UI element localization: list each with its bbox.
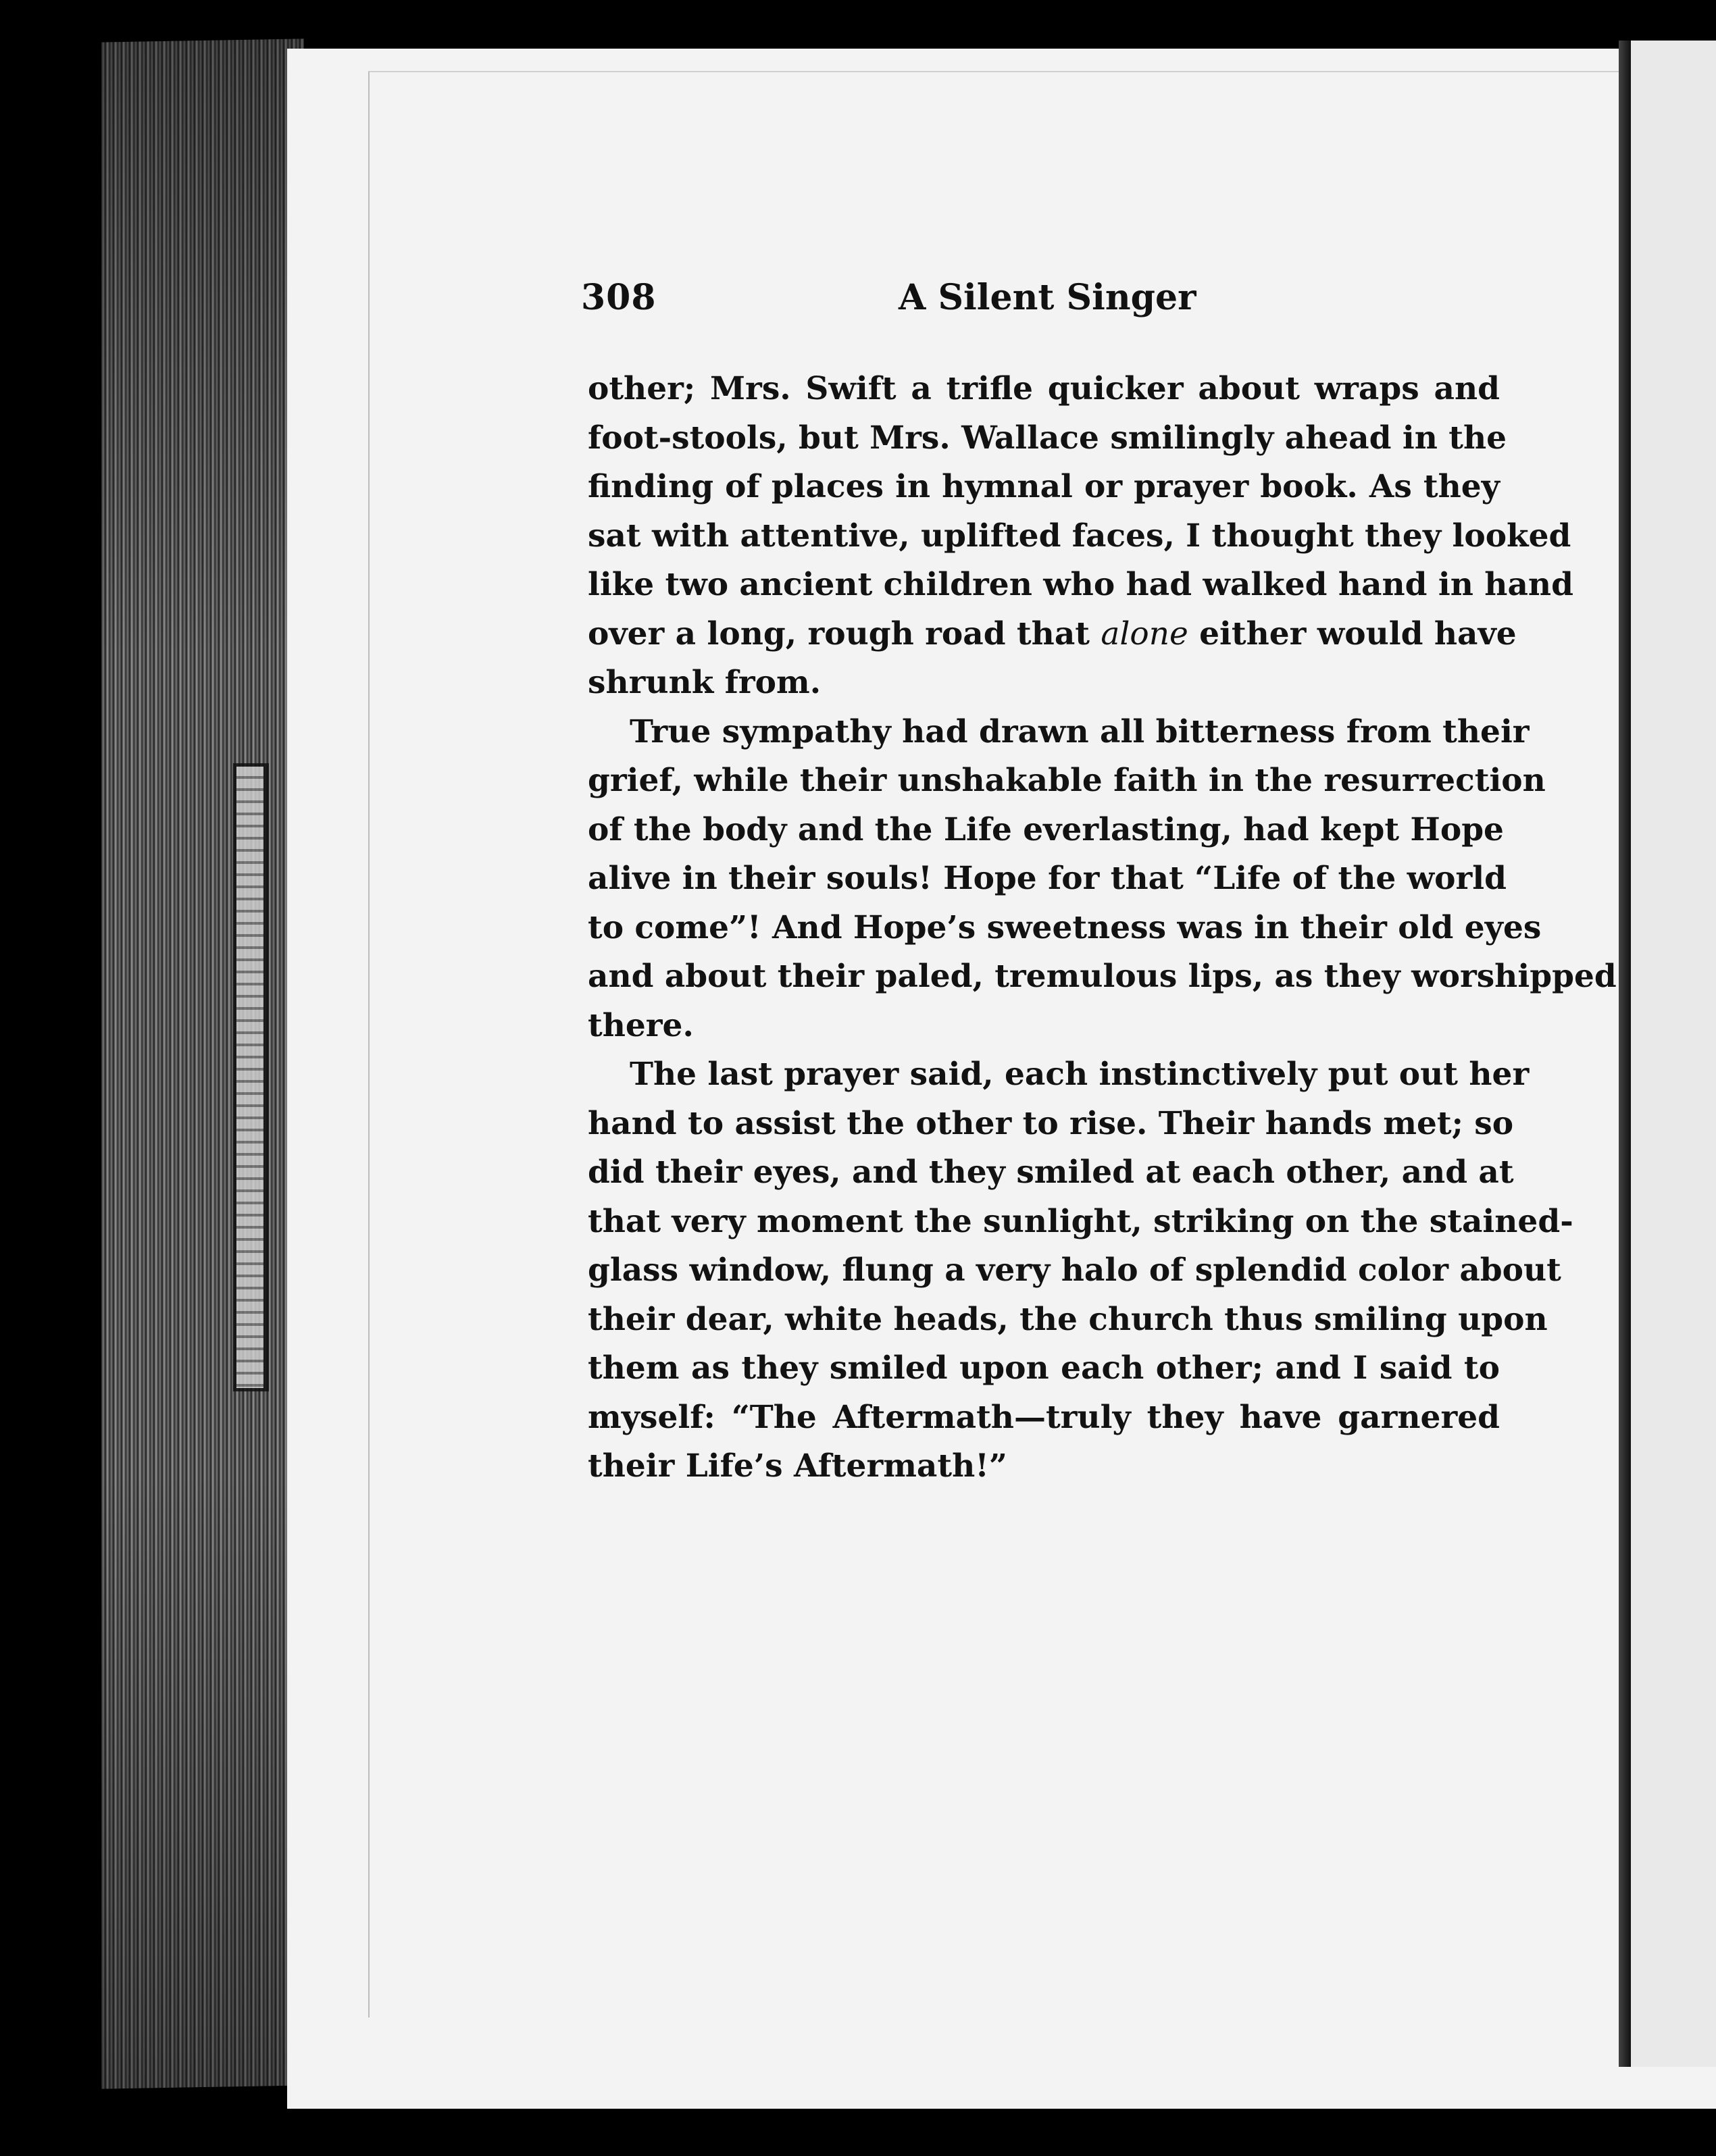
running-title: A Silent Singer <box>899 277 1196 318</box>
text-line: them as they smiled upon each other; and I said to <box>588 1350 1500 1387</box>
text-line: The last prayer said, each instinctively put out her <box>630 1056 1530 1093</box>
text-line: and about their paled, tremulous lips, as they worshipped <box>588 958 1617 995</box>
bookmark-tab <box>233 763 269 1391</box>
paragraph <box>588 365 1573 708</box>
text-line <box>588 610 1517 659</box>
facing-page-edge <box>1631 41 1716 2067</box>
italic-word: alone <box>1101 615 1188 652</box>
page-gutter-shadow <box>1619 41 1631 2067</box>
paragraph <box>588 1050 1573 1491</box>
text-line: to come”! And Hope’s sweetness was in their old eyes <box>588 908 1542 946</box>
body-text <box>588 365 1617 1491</box>
paragraph <box>588 708 1617 1051</box>
text-line: alive in their souls! Hope for that “Life of the world <box>588 860 1507 897</box>
text-line: grief, while their unshakable faith in the resurrection <box>588 762 1546 799</box>
text-line: True sympathy had drawn all bitterness from their <box>630 713 1530 750</box>
page-number: 308 <box>581 277 657 318</box>
text-line: hand to assist the other to rise. Their hands met; so <box>588 1104 1514 1142</box>
text-line: did their eyes, and they smiled at each other, and at <box>588 1154 1514 1191</box>
text-line: myself: “The Aftermath—truly they have garnered <box>588 1398 1500 1436</box>
running-head <box>581 277 1196 324</box>
text-run: over a long, rough road that <box>588 615 1101 652</box>
text-line: of the body and the Life everlasting, had kept Hope <box>588 811 1504 848</box>
text-line: their Life’s Aftermath!” <box>588 1447 1007 1485</box>
text-line: finding of places in hymnal or prayer book. As they <box>588 468 1500 505</box>
text-line: like two ancient children who had walked hand in hand <box>588 566 1573 603</box>
book-page-edges <box>101 38 304 2088</box>
text-line: shrunk from. <box>588 664 822 701</box>
text-line: foot-stools, but Mrs. Wallace smilingly ahead in the <box>588 419 1507 457</box>
text-line: sat with attentive, uplifted faces, I thought they looked <box>588 517 1571 555</box>
text-run: either would have <box>1188 615 1517 652</box>
text-line: glass window, flung a very halo of splendid color about <box>588 1252 1561 1289</box>
text-line: there. <box>588 1006 694 1044</box>
text-line: that very moment the sunlight, striking on the stained- <box>588 1202 1573 1240</box>
text-line: other; Mrs. Swift a trifle quicker about wraps and <box>588 370 1500 407</box>
text-line: their dear, white heads, the church thus smiling upon <box>588 1300 1548 1338</box>
